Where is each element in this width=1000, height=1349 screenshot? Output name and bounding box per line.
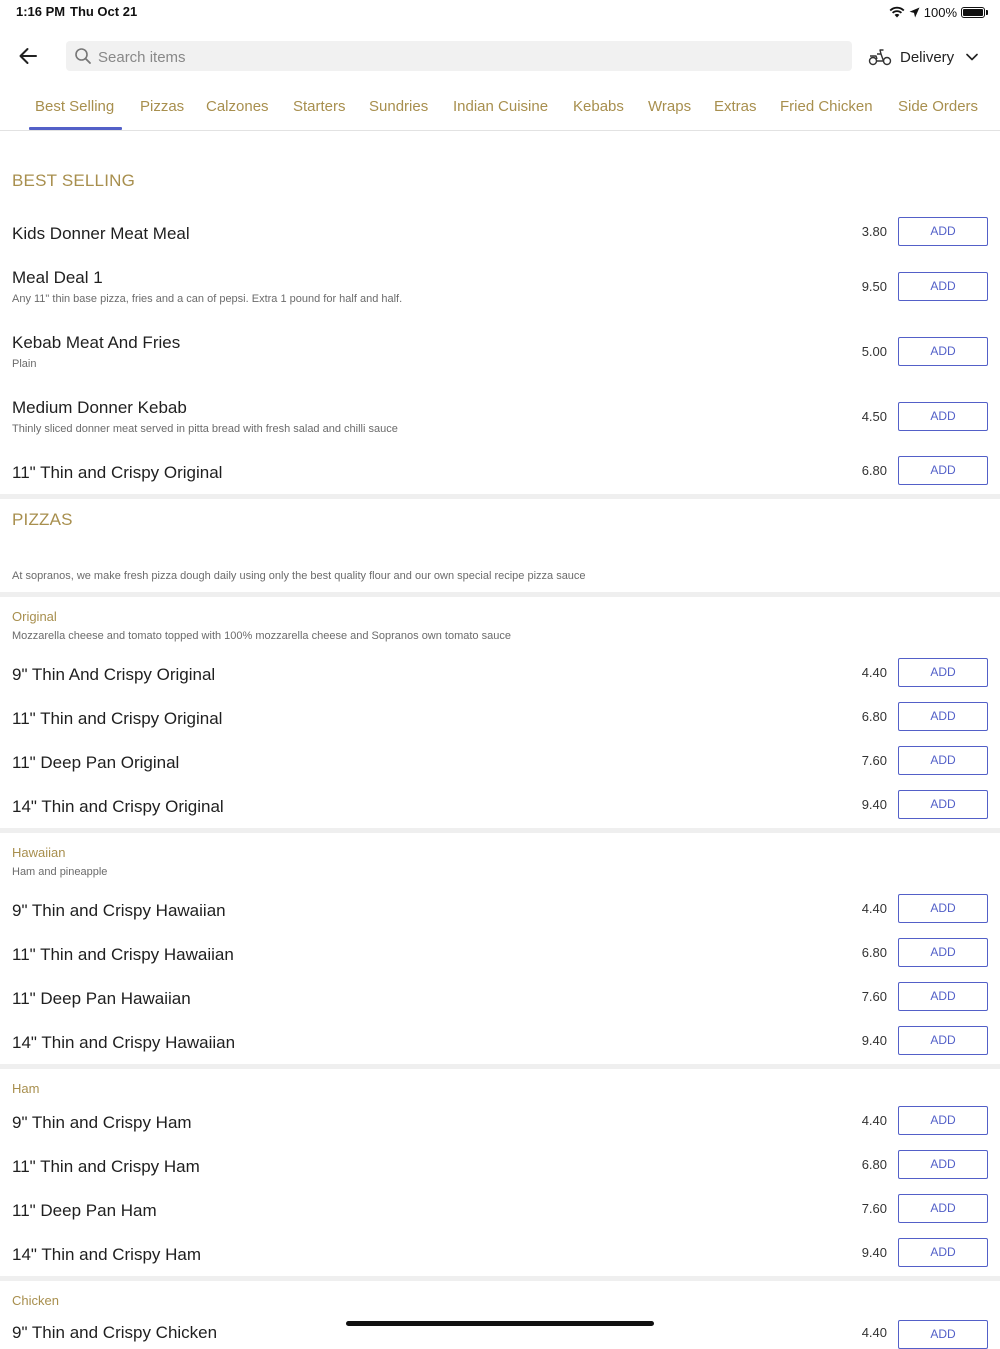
tab-starters[interactable]: Starters — [293, 98, 346, 115]
menu-item-name: 9" Thin and Crispy Hawaiian — [12, 901, 226, 920]
category-tab-bar — [0, 92, 1000, 131]
tab-side-orders[interactable]: Side Orders — [898, 98, 979, 115]
menu-item-name: 14" Thin and Crispy Original — [12, 797, 224, 816]
add-button[interactable]: ADD — [898, 402, 988, 431]
menu-item-price: 6.80 — [861, 1157, 887, 1172]
tab-kebabs[interactable]: Kebabs — [573, 98, 624, 115]
search-input[interactable] — [96, 41, 840, 73]
tab-indian-cuisine[interactable]: Indian Cuisine — [453, 98, 549, 115]
wifi-icon — [889, 6, 905, 18]
section-divider — [0, 494, 1000, 499]
tab-wraps[interactable]: Wraps — [648, 98, 692, 115]
menu-item-price: 4.40 — [861, 1113, 887, 1128]
menu-item-name: Kebab Meat And Fries — [12, 333, 181, 352]
group-title-hawaiian: Hawaiian — [12, 845, 66, 860]
battery-percentage: 100% — [923, 4, 957, 20]
back-arrow-icon — [18, 47, 38, 65]
search-box[interactable] — [66, 41, 852, 71]
search-icon — [74, 47, 92, 65]
menu-item-name: 9" Thin and Crispy Chicken — [12, 1323, 218, 1342]
add-button[interactable]: ADD — [898, 702, 988, 731]
menu-item-description: Thinly sliced donner meat served in pitta bread with fresh salad and chilli sauce — [12, 423, 398, 435]
add-button[interactable]: ADD — [898, 982, 988, 1011]
add-button[interactable]: ADD — [898, 272, 988, 301]
add-button[interactable]: ADD — [898, 746, 988, 775]
menu-item-price: 9.40 — [861, 1245, 887, 1260]
menu-item-price: 9.40 — [861, 797, 887, 812]
add-button[interactable]: ADD — [898, 1106, 988, 1135]
add-button[interactable]: ADD — [898, 1150, 988, 1179]
menu-item-price: 4.40 — [861, 665, 887, 680]
menu-item-name: 11" Thin and Crispy Original — [12, 463, 223, 482]
menu-item-name: 11" Thin and Crispy Original — [12, 709, 223, 728]
add-button[interactable]: ADD — [898, 938, 988, 967]
chevron-down-icon — [966, 53, 978, 61]
menu-item-price: 3.80 — [861, 224, 887, 239]
status-date: Thu Oct 21 — [70, 4, 138, 19]
section-divider — [0, 1276, 1000, 1281]
menu-item-name: 11" Thin and Crispy Ham — [12, 1157, 200, 1176]
location-arrow-icon — [909, 7, 920, 18]
add-button[interactable]: ADD — [898, 456, 988, 485]
add-button[interactable]: ADD — [898, 894, 988, 923]
menu-item-name: 9" Thin And Crispy Original — [12, 665, 216, 684]
menu-item-name: 14" Thin and Crispy Hawaiian — [12, 1033, 236, 1052]
menu-item-price: 6.80 — [861, 463, 887, 478]
menu-item-price: 4.50 — [861, 409, 887, 424]
section-title-pizzas: PIZZAS — [12, 510, 73, 529]
status-bar — [0, 0, 1000, 24]
add-button[interactable]: ADD — [898, 1238, 988, 1267]
add-button[interactable]: ADD — [898, 1194, 988, 1223]
tab-pizzas[interactable]: Pizzas — [140, 98, 185, 115]
menu-item-price: 6.80 — [861, 945, 887, 960]
tab-calzones[interactable]: Calzones — [206, 98, 269, 115]
active-tab-indicator — [29, 127, 122, 130]
group-description: Ham and pineapple — [12, 866, 108, 878]
section-divider — [0, 592, 1000, 597]
section-title-best-selling: BEST SELLING — [12, 171, 136, 190]
menu-item-name: 11" Thin and Crispy Hawaiian — [12, 945, 234, 964]
tab-fried-chicken[interactable]: Fried Chicken — [780, 98, 873, 115]
menu-item-name: Kids Donner Meat Meal — [12, 224, 190, 243]
add-button[interactable]: ADD — [898, 1026, 988, 1055]
delivery-mode-select[interactable] — [868, 44, 978, 70]
add-button[interactable]: ADD — [898, 337, 988, 366]
scooter-icon — [868, 48, 892, 66]
menu-item-price: 4.40 — [861, 1325, 887, 1340]
section-divider — [0, 828, 1000, 833]
section-intro: At sopranos, we make fresh pizza dough daily using only the best quality flour and our own special recipe pizza sauce — [12, 570, 586, 582]
group-title-chicken: Chicken — [12, 1293, 59, 1308]
menu-item-price: 6.80 — [861, 709, 887, 724]
home-indicator — [346, 1321, 654, 1326]
back-button[interactable] — [12, 40, 44, 72]
section-divider — [0, 1064, 1000, 1069]
menu-item-name: Meal Deal 1 — [12, 268, 103, 287]
status-indicators — [889, 4, 988, 20]
menu-item-price: 9.40 — [861, 1033, 887, 1048]
menu-item-price: 7.60 — [861, 753, 887, 768]
menu-item-name: Medium Donner Kebab — [12, 398, 187, 417]
menu-item-name: 14" Thin and Crispy Ham — [12, 1245, 202, 1264]
tab-sundries[interactable]: Sundries — [369, 98, 429, 115]
menu-item-price: 7.60 — [861, 989, 887, 1004]
menu-item-name: 11" Deep Pan Original — [12, 753, 180, 772]
menu-item-name: 9" Thin and Crispy Ham — [12, 1113, 192, 1132]
menu-item-price: 5.00 — [861, 344, 887, 359]
menu-item-description: Plain — [12, 358, 37, 370]
group-description: Mozzarella cheese and tomato topped with 100% mozzarella cheese and Sopranos own tomato sauce — [12, 630, 511, 642]
tab-extras[interactable]: Extras — [714, 98, 757, 115]
battery-icon — [961, 7, 985, 18]
menu-item-name: 11" Deep Pan Ham — [12, 1201, 157, 1220]
group-title-ham: Ham — [12, 1081, 40, 1096]
delivery-label: Delivery — [900, 48, 955, 66]
add-button[interactable]: ADD — [898, 217, 988, 246]
tab-best-selling[interactable]: Best Selling — [35, 98, 115, 115]
add-button[interactable]: ADD — [898, 790, 988, 819]
add-button[interactable]: ADD — [898, 1320, 988, 1349]
menu-item-price: 9.50 — [861, 279, 887, 294]
menu-item-price: 7.60 — [861, 1201, 887, 1216]
group-title-original: Original — [12, 609, 57, 624]
add-button[interactable]: ADD — [898, 658, 988, 687]
status-time: 1:16 PM — [16, 4, 66, 19]
menu-item-description: Any 11" thin base pizza, fries and a can of pepsi. Extra 1 pound for half and half. — [12, 293, 403, 305]
menu-item-name: 11" Deep Pan Hawaiian — [12, 989, 191, 1008]
menu-item-price: 4.40 — [861, 901, 887, 916]
